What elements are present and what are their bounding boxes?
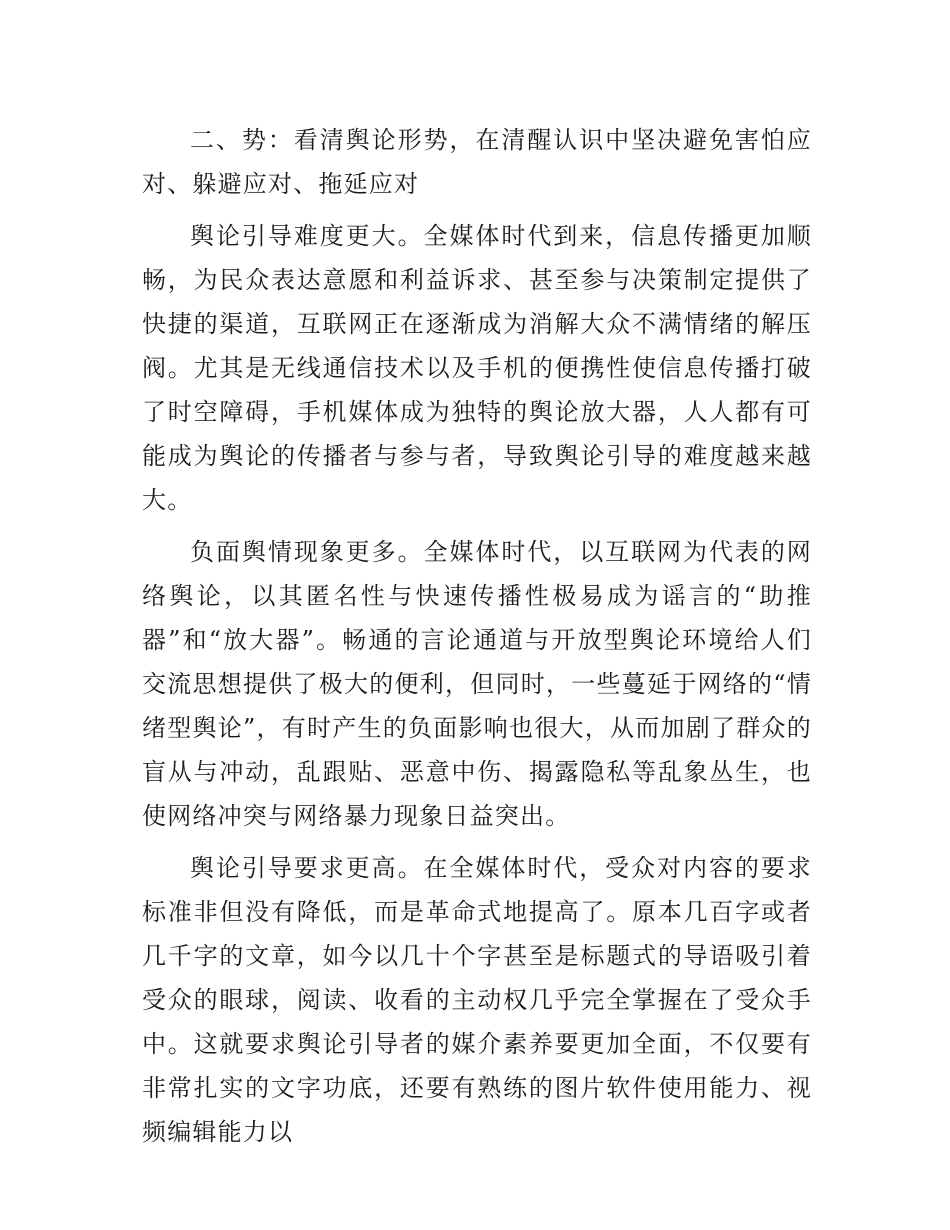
section-heading: 二、势：看清舆论形势，在清醒认识中坚决避免害怕应对、躲避应对、拖延应对 [142, 126, 812, 198]
document-body [142, 118, 812, 1162]
paragraph-difficulty: 舆论引导难度更大。全媒体时代到来，信息传播更加顺畅，为民众表达意愿和利益诉求、甚至参与决策制定提供了快捷的渠道，互联网正在逐渐成为消解大众不满情绪的解压阀。尤其是无线通信技术以及手机的便携性使信息传播打破了时空障碍，手机媒体成为独特的舆论放大器，人人都有可能成为舆论的传播者与参与者，导致舆论引导的难度越来越大。 [142, 222, 812, 514]
paragraph-higher-requirements: 舆论引导要求更高。在全媒体时代，受众对内容的要求标准非但没有降低，而是革命式地提高了。原本几百字或者几千字的文章，如今以几十个字甚至是标题式的导语吸引着受众的眼球，阅读、收看的主动权几乎完全掌握在了受众手中。这就要求舆论引导者的媒介素养要更加全面，不仅要有非常扎实的文字功底，还要有熟练的图片软件使用能力、视频编辑能力以 [142, 854, 812, 1146]
paragraph-negative-sentiment: 负面舆情现象更多。全媒体时代，以互联网为代表的网络舆论，以其匿名性与快速传播性极易成为谣言的“助推器”和“放大器”。畅通的言论通道与开放型舆论环境给人们交流思想提供了极大的便利，但同时，一些蔓延于网络的“情绪型舆论”，有时产生的负面影响也很大，从而加剧了群众的盲从与冲动，乱跟贴、恶意中伤、揭露隐私等乱象丛生，也使网络冲突与网络暴力现象日益突出。 [142, 538, 812, 830]
